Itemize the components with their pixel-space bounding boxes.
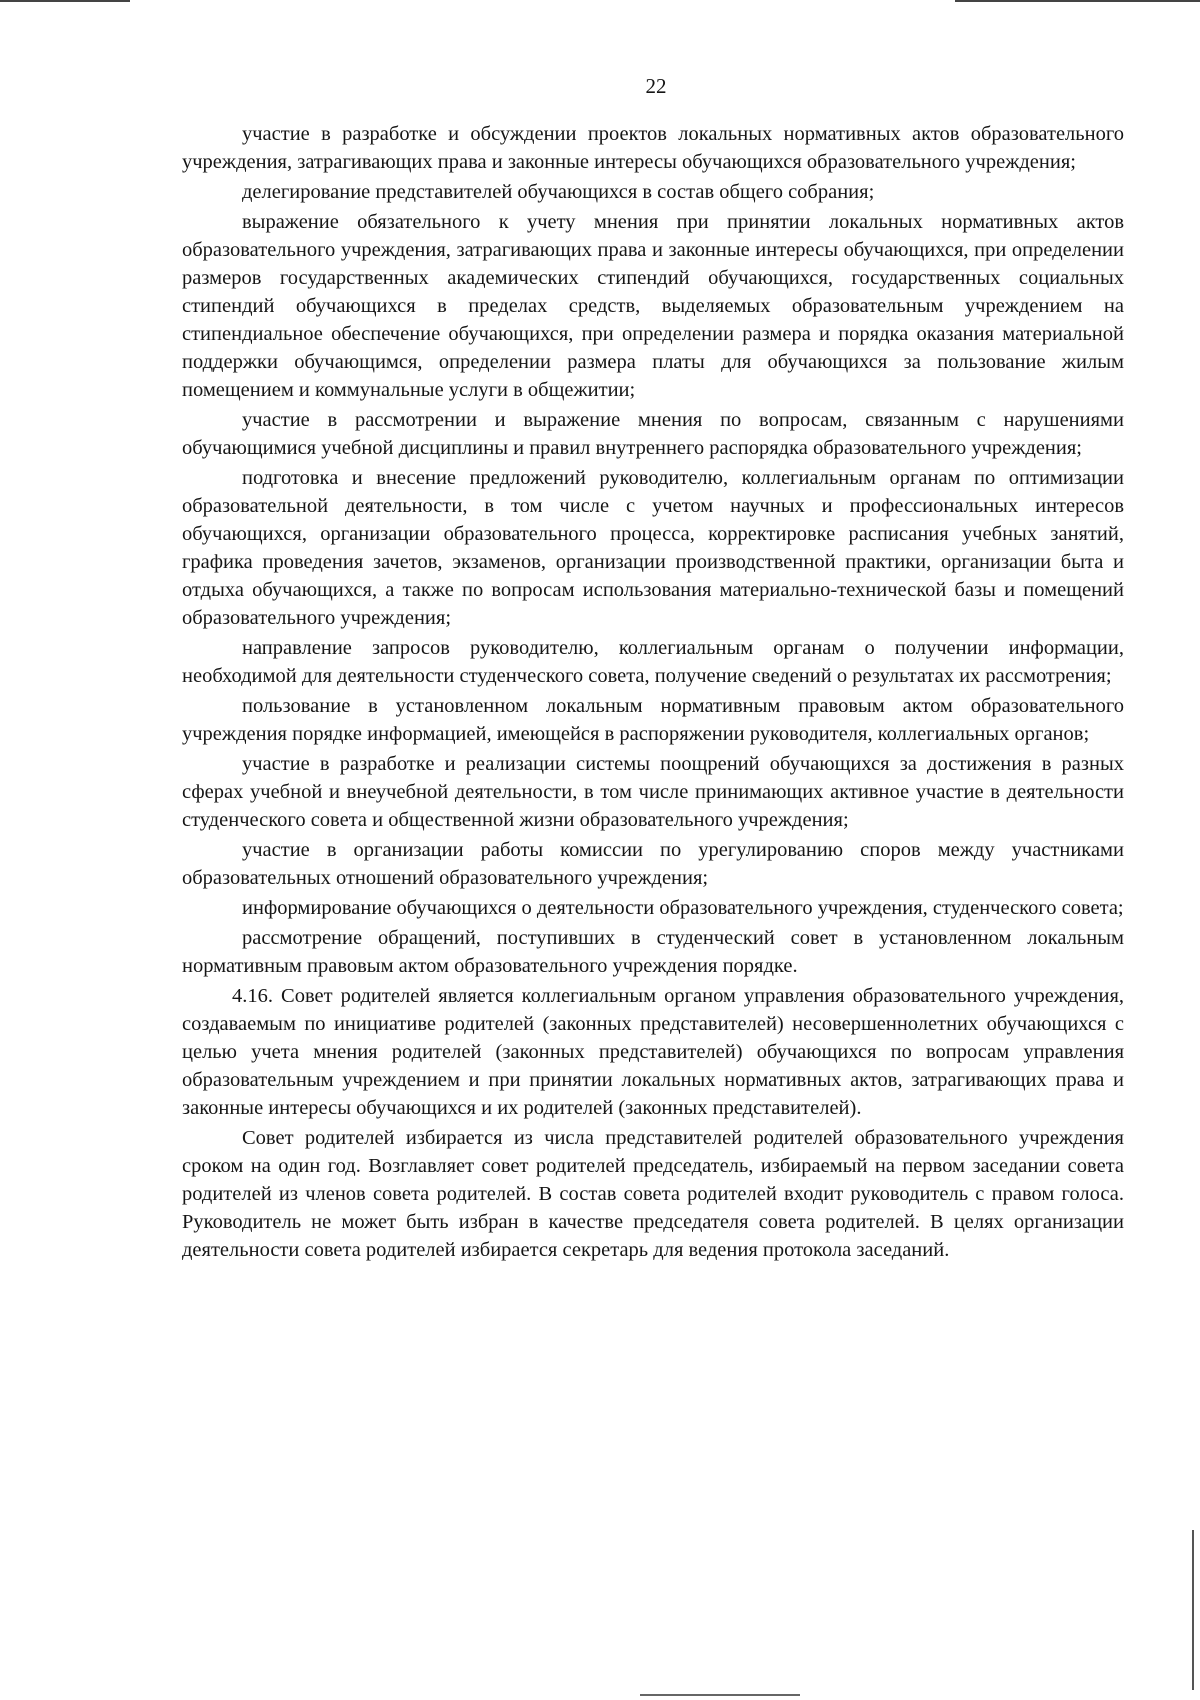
paragraph: пользование в установленном локальным нормативным правовым актом образовательного учреждения порядке информацией, имеющейся в распоряжении руководителя, коллегиальных органов; [182, 695, 1124, 745]
section-paragraph-4-16: 4.16. Совет родителей является коллегиальным органом управления образовательного учреждения, создаваемым по инициативе родителей (законных представителей) несовершеннолетних обучающихся с целью учета мнения родителей (законных представителей) обучающихся по вопросам управления образовательным учреждением и при принятии локальных нормативных актов, затрагивающих права и законные интересы обучающихся и их родителей (законных представителей). [182, 985, 1124, 1119]
paragraph: участие в разработке и реализации системы поощрений обучающихся за достижения в разных сферах учебной и внеучебной деятельности, в том числе принимающих активное участие в деятельности студенческого совета и общественной жизни образовательного учреждения; [182, 753, 1124, 831]
scan-edge-bottom [640, 1694, 800, 1696]
paragraph: участие в разработке и обсуждении проектов локальных нормативных актов образовательного учреждения, затрагивающих права и законные интересы обучающихся образовательного учреждения; [182, 123, 1124, 173]
paragraph: информирование обучающихся о деятельности образовательного учреждения, студенческого совета; [242, 897, 1124, 919]
scan-edge-top-right [955, 0, 1200, 2]
paragraph: рассмотрение обращений, поступивших в студенческий совет в установленном локальным нормативным правовым актом образовательного учреждения порядке. [182, 927, 1124, 977]
paragraph: участие в организации работы комиссии по урегулированию споров между участниками образовательных отношений образовательного учреждения; [182, 839, 1124, 889]
paragraph: делегирование представителей обучающихся в состав общего собрания; [242, 181, 875, 203]
paragraph: выражение обязательного к учету мнения при принятии локальных нормативных актов образовательного учреждения, затрагивающих права и законные интересы обучающихся, при определении размеров государственных академических стипендий обучающихся, государственных социальных стипендий обучающихся в пределах средств, выделяемых образовательным учреждением на стипендиальное обеспечение обучающихся, при определении размера и порядка оказания материальной поддержки обучающимся, определении размера платы для обучающихся за пользование жилым помещением и коммунальные услуги в общежитии; [182, 211, 1124, 401]
paragraph: участие в рассмотрении и выражение мнения по вопросам, связанным с нарушениями обучающимися учебной дисциплины и правил внутреннего распорядка образовательного учреждения; [182, 409, 1124, 459]
paragraph: Совет родителей избирается из числа представителей родителей образовательного учреждения сроком на один год. Возглавляет совет родителей председатель, избираемый на первом заседании совета родителей из членов совета родителей. В состав совета родителей входит руководитель с правом голоса. Руководитель не может быть избран в качестве председателя совета родителей. В целях организации деятельности совета родителей избирается секретарь для ведения протокола заседаний. [182, 1127, 1124, 1261]
document-body [182, 120, 1124, 1266]
page-number: 22 [645, 74, 667, 98]
paragraph: направление запросов руководителю, коллегиальным органам о получении информации, необходимой для деятельности студенческого совета, получение сведений о результатах их рассмотрения; [182, 637, 1124, 687]
scan-edge-top-left [0, 0, 130, 2]
scan-edge-right [1192, 1530, 1194, 1690]
paragraph: подготовка и внесение предложений руководителю, коллегиальным органам по оптимизации образовательной деятельности, в том числе с учетом научных и профессиональных интересов обучающихся, организации образовательного процесса, корректировке расписания учебных занятий, графика проведения зачетов, экзаменов, организации производственной практики, организации быта и отдыха обучающихся, а также по вопросам использования материально-технической базы и помещений образовательного учреждения; [182, 467, 1124, 629]
